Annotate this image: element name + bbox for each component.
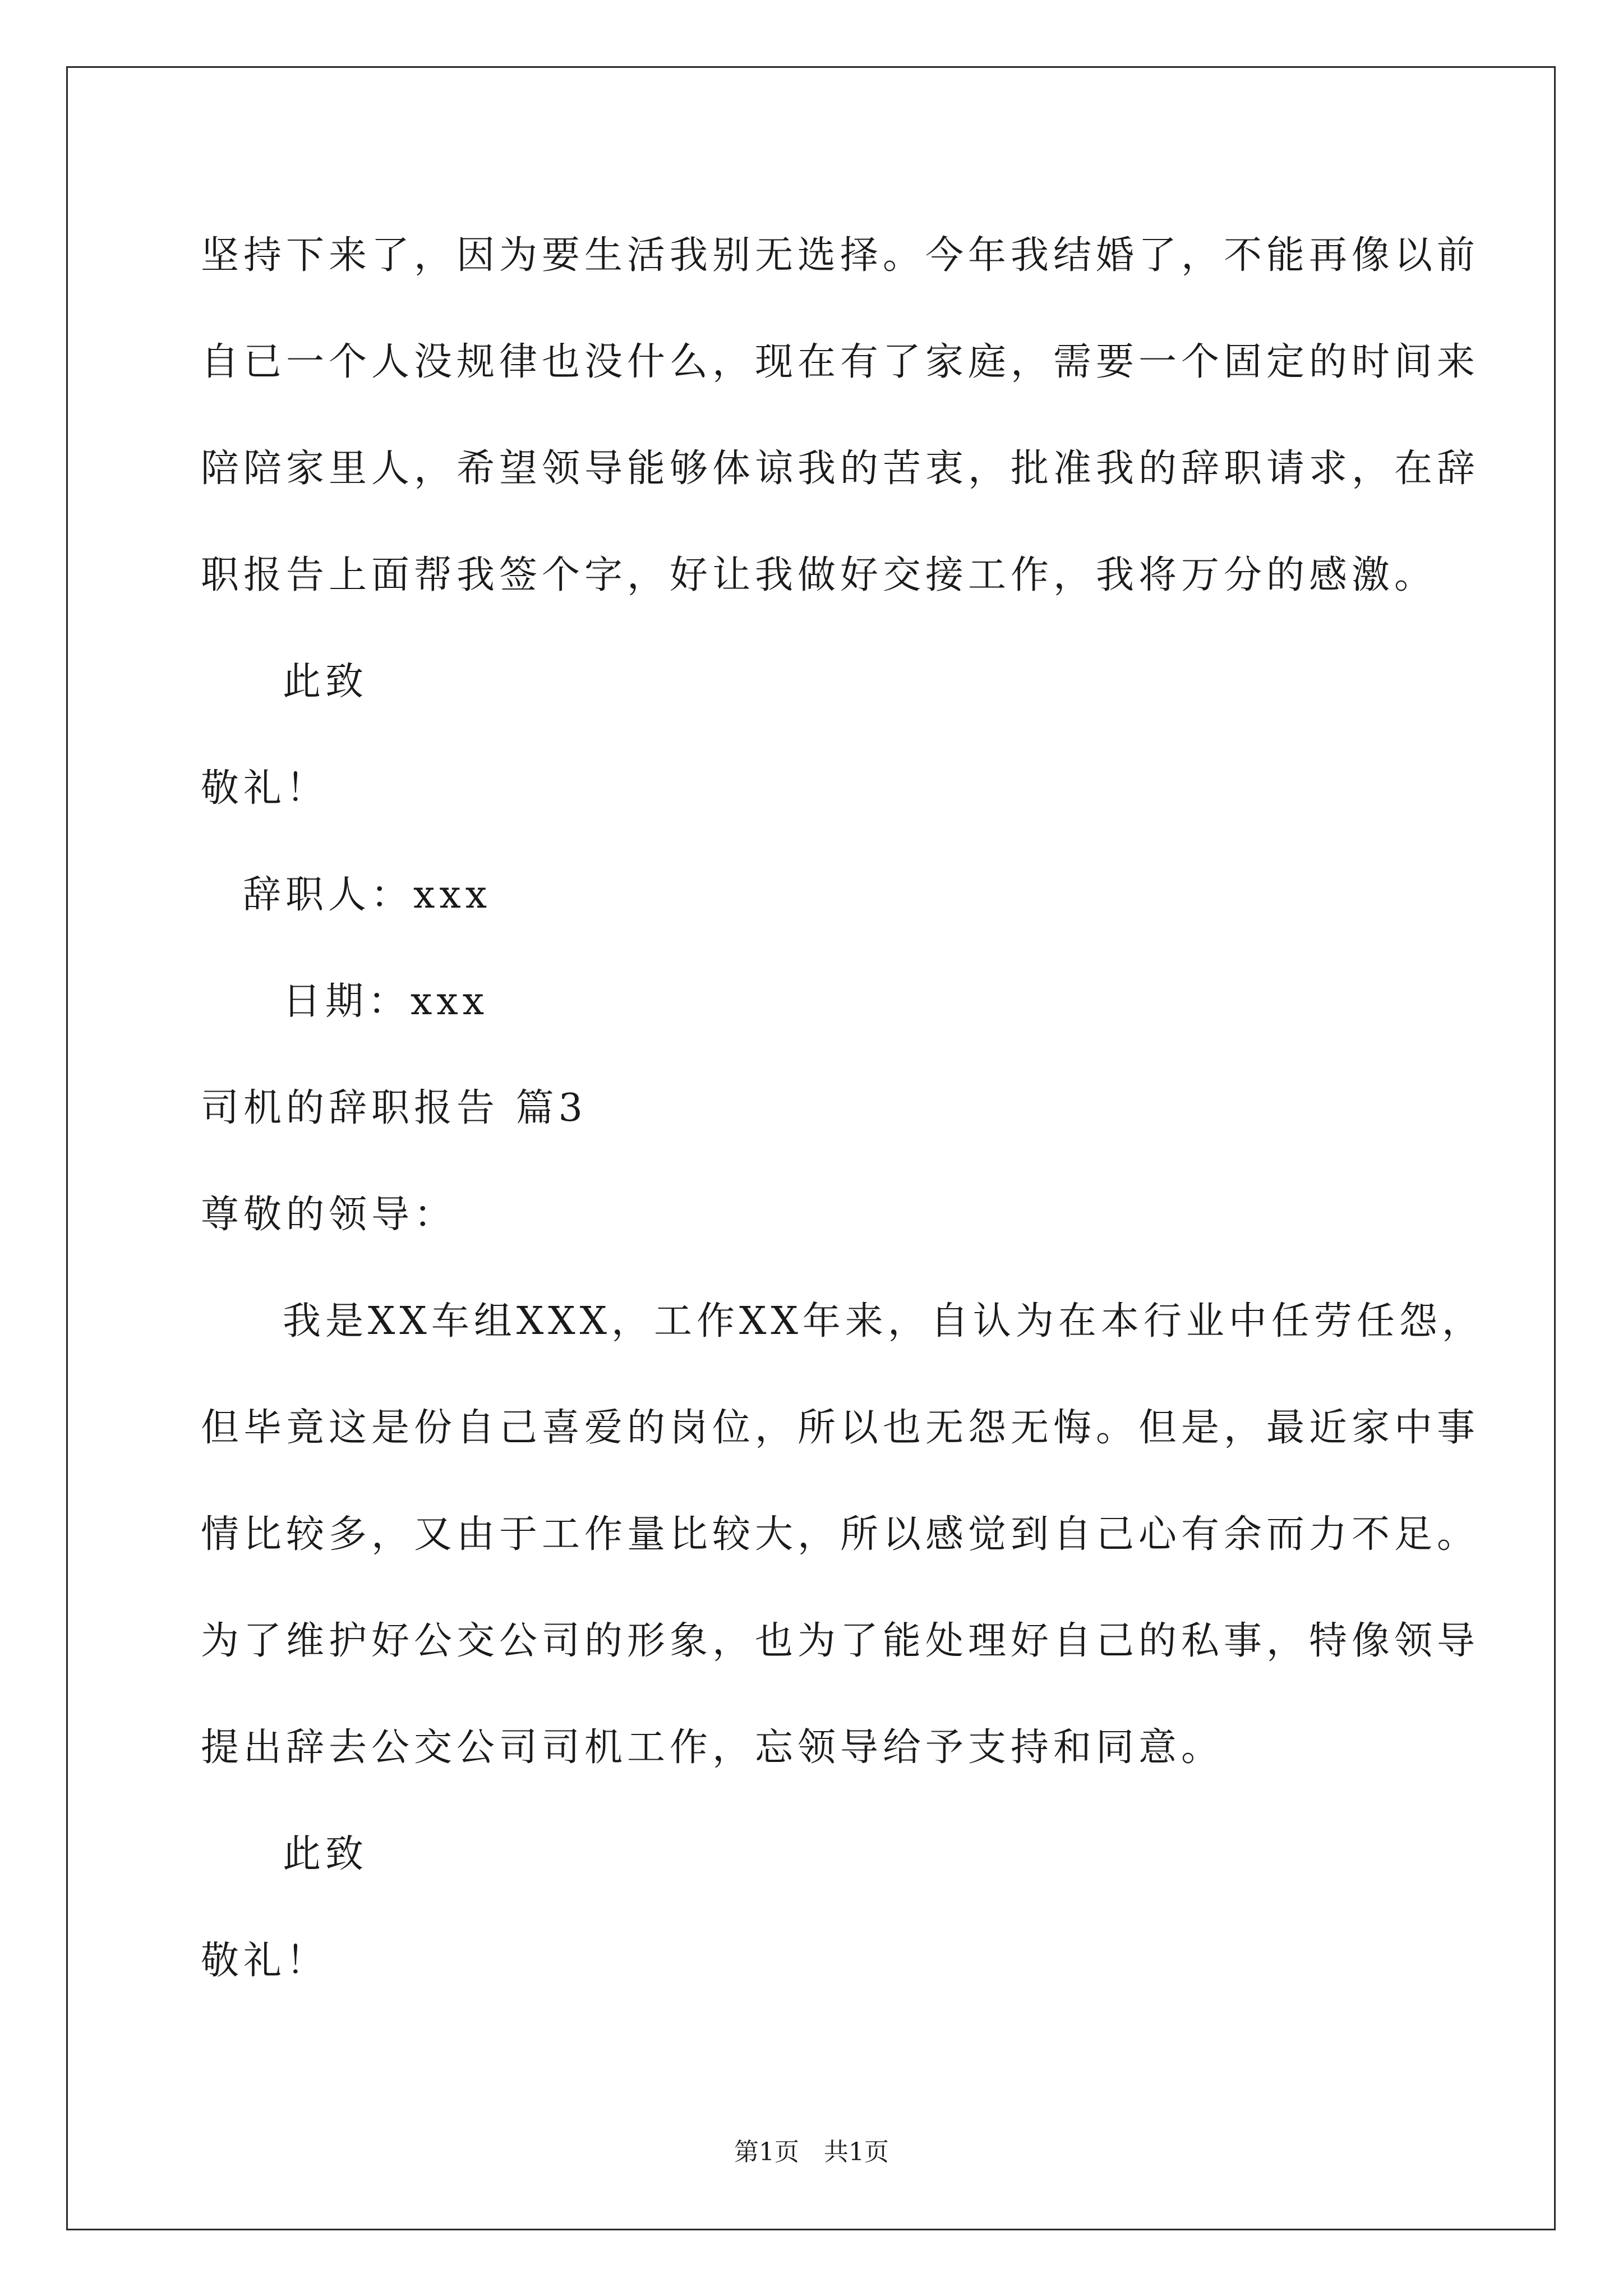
page-total: 共1页 — [824, 2138, 889, 2166]
body-line: 我是XX车组XXX，工作XX年来，自认为在本行业中任劳任怨， — [283, 1299, 1484, 1343]
closing-regards: 敬礼！ — [201, 1939, 329, 1983]
page-footer — [0, 2132, 1623, 2168]
document-body — [201, 203, 1484, 2014]
body-line: 情比较多，又由于工作量比较大，所以感觉到自己心有余而力不足。 — [201, 1512, 1480, 1557]
body-line: 坚持下来了，因为要生活我别无选择。今年我结婚了，不能再像以前 — [201, 233, 1480, 278]
section-heading: 司机的辞职报告 篇3 — [201, 1086, 587, 1130]
closing-salutation: 此致 — [283, 1832, 368, 1876]
closing-regards: 敬礼！ — [201, 766, 329, 811]
body-line: 为了维护好公交公司的形象，也为了能处理好自己的私事，特像领导 — [201, 1619, 1480, 1663]
greeting-line: 尊敬的领导： — [201, 1193, 457, 1237]
body-line: 职报告上面帮我签个字，好让我做好交接工作，我将万分的感激。 — [201, 553, 1437, 597]
body-line: 但毕竟这是份自己喜爱的岗位，所以也无怨无悔。但是，最近家中事 — [201, 1406, 1480, 1450]
body-line: 陪陪家里人，希望领导能够体谅我的苦衷，批准我的辞职请求，在辞 — [201, 447, 1480, 491]
signer-line: 辞职人：xxx — [243, 873, 492, 917]
body-line: 自已一个人没规律也没什么，现在有了家庭，需要一个固定的时间来 — [201, 340, 1480, 384]
date-line: 日期：xxx — [283, 979, 489, 1024]
closing-salutation: 此致 — [283, 660, 368, 704]
body-line: 提出辞去公交公司司机工作，忘领导给予支持和同意。 — [201, 1726, 1224, 1770]
page-number: 第1页 — [734, 2138, 799, 2166]
